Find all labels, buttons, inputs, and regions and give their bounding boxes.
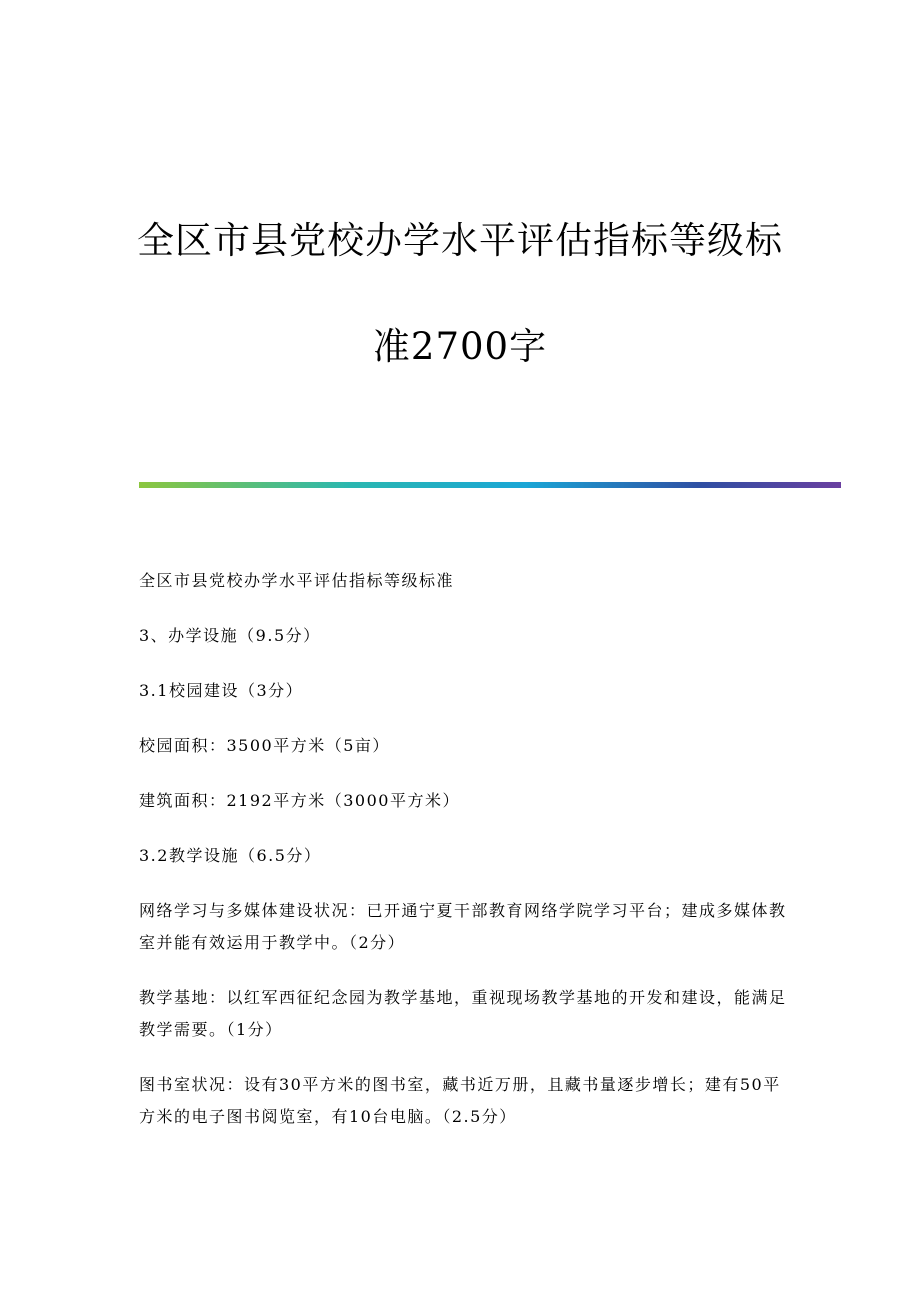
paragraph-building-area: 建筑面积：2192平方米（3000平方米） xyxy=(139,791,460,810)
title-line-1: 全区市县党校办学水平评估指标等级标 xyxy=(137,219,783,262)
paragraph-heading: 全区市县党校办学水平评估指标等级标准 xyxy=(139,571,455,590)
paragraph-section-3-2: 3.2教学设施（6.5分） xyxy=(139,846,322,865)
paragraph-library: 图书室状况：设有30平方米的图书室，藏书近万册，且藏书量逐步增长；建有50平方米的电子图书阅览室，有10台电脑。（2.5分） xyxy=(139,1075,781,1126)
paragraph-network-learning: 网络学习与多媒体建设状况：已开通宁夏干部教育网络学院学习平台；建成多媒体教室并能有效运用于教学中。（2分） xyxy=(139,901,787,952)
paragraph-section-3: 3、办学设施（9.5分） xyxy=(139,626,321,645)
document-title xyxy=(0,188,920,400)
paragraph-campus-area: 校园面积：3500平方米（5亩） xyxy=(139,736,390,755)
document-body xyxy=(139,565,789,1156)
paragraph-teaching-base: 教学基地：以红军西征纪念园为教学基地，重视现场教学基地的开发和建设，能满足教学需要。（1分） xyxy=(139,988,787,1039)
gradient-divider xyxy=(139,482,841,488)
paragraph-section-3-1: 3.1校园建设（3分） xyxy=(139,681,304,700)
title-line-2: 准2700字 xyxy=(372,325,548,368)
